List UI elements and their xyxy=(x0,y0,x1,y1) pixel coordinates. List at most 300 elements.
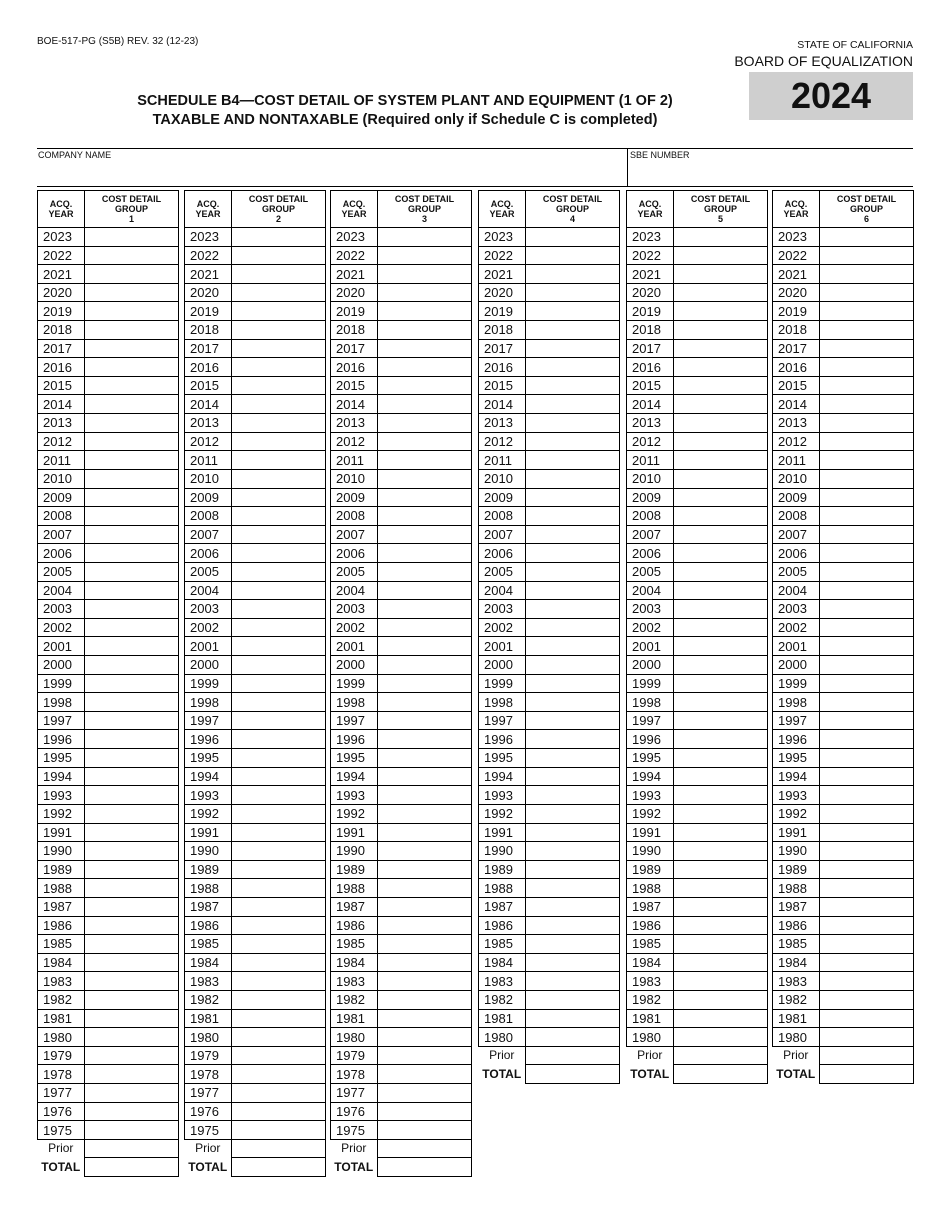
year-row-cost-field[interactable] xyxy=(378,358,472,377)
total-row-cost-field[interactable] xyxy=(232,1158,326,1177)
year-row-cost-field[interactable] xyxy=(378,302,472,321)
year-row-cost-field[interactable] xyxy=(378,1046,472,1065)
year-row-cost-field[interactable] xyxy=(232,414,326,433)
year-row-cost-field[interactable] xyxy=(85,600,179,619)
year-row-cost-field[interactable] xyxy=(378,879,472,898)
year-row-cost-field[interactable] xyxy=(378,451,472,470)
year-row-cost-field[interactable] xyxy=(378,321,472,340)
year-row-cost-field[interactable] xyxy=(232,897,326,916)
year-row-cost-field[interactable] xyxy=(674,786,768,805)
year-row-cost-field[interactable] xyxy=(85,953,179,972)
year-row-cost-field[interactable] xyxy=(378,395,472,414)
year-row-cost-field[interactable] xyxy=(674,990,768,1009)
year-row-cost-field[interactable] xyxy=(85,897,179,916)
year-row-cost-field[interactable] xyxy=(378,507,472,526)
year-row-cost-field[interactable] xyxy=(378,488,472,507)
year-row-cost-field[interactable] xyxy=(820,972,914,991)
year-row-cost-field[interactable] xyxy=(674,897,768,916)
year-row-cost-field[interactable] xyxy=(378,600,472,619)
year-row-cost-field[interactable] xyxy=(85,376,179,395)
year-row-cost-field[interactable] xyxy=(232,786,326,805)
year-row-cost-field[interactable] xyxy=(820,916,914,935)
year-row-cost-field[interactable] xyxy=(232,1065,326,1084)
year-row-cost-field[interactable] xyxy=(232,804,326,823)
year-row-cost-field[interactable] xyxy=(526,562,620,581)
year-row-cost-field[interactable] xyxy=(378,897,472,916)
year-row-cost-field[interactable] xyxy=(378,525,472,544)
year-row-cost-field[interactable] xyxy=(232,842,326,861)
year-row-cost-field[interactable] xyxy=(820,1028,914,1047)
year-row-cost-field[interactable] xyxy=(378,972,472,991)
year-row-cost-field[interactable] xyxy=(526,916,620,935)
year-row-cost-field[interactable] xyxy=(85,469,179,488)
year-row-cost-field[interactable] xyxy=(232,618,326,637)
year-row-cost-field[interactable] xyxy=(526,283,620,302)
year-row-cost-field[interactable] xyxy=(378,1028,472,1047)
year-row-cost-field[interactable] xyxy=(820,749,914,768)
year-row-cost-field[interactable] xyxy=(526,972,620,991)
year-row-cost-field[interactable] xyxy=(85,656,179,675)
year-row-cost-field[interactable] xyxy=(674,953,768,972)
year-row-cost-field[interactable] xyxy=(820,488,914,507)
year-row-cost-field[interactable] xyxy=(820,935,914,954)
year-row-cost-field[interactable] xyxy=(232,581,326,600)
year-row-cost-field[interactable] xyxy=(378,990,472,1009)
year-row-cost-field[interactable] xyxy=(232,321,326,340)
year-row-cost-field[interactable] xyxy=(526,990,620,1009)
year-row-cost-field[interactable] xyxy=(526,525,620,544)
year-row-cost-field[interactable] xyxy=(820,562,914,581)
year-row-cost-field[interactable] xyxy=(85,1009,179,1028)
year-row-cost-field[interactable] xyxy=(526,953,620,972)
year-row-cost-field[interactable] xyxy=(526,507,620,526)
year-row-cost-field[interactable] xyxy=(526,302,620,321)
year-row-label: 1991 xyxy=(773,823,820,842)
year-row-cost-field[interactable] xyxy=(820,860,914,879)
year-row-cost-field[interactable] xyxy=(526,860,620,879)
year-row-cost-field[interactable] xyxy=(820,469,914,488)
year-row-cost-field[interactable] xyxy=(820,358,914,377)
year-row-cost-field[interactable] xyxy=(820,990,914,1009)
year-row-cost-field[interactable] xyxy=(674,600,768,619)
year-row-cost-field[interactable] xyxy=(674,693,768,712)
year-row-label: 1984 xyxy=(38,953,85,972)
year-row-cost-field[interactable] xyxy=(526,1009,620,1028)
year-row-label: 1996 xyxy=(627,730,674,749)
year-row-cost-field[interactable] xyxy=(674,451,768,470)
year-row-cost-field[interactable] xyxy=(378,730,472,749)
year-row-cost-field[interactable] xyxy=(820,507,914,526)
year-row-cost-field[interactable] xyxy=(232,637,326,656)
year-row xyxy=(331,618,472,637)
year-row-cost-field[interactable] xyxy=(526,842,620,861)
year-row-cost-field[interactable] xyxy=(378,860,472,879)
year-row-cost-field[interactable] xyxy=(674,432,768,451)
year-row-cost-field[interactable] xyxy=(820,525,914,544)
year-row-cost-field[interactable] xyxy=(674,302,768,321)
prior-row-cost-field[interactable] xyxy=(85,1139,179,1158)
year-row-cost-field[interactable] xyxy=(820,786,914,805)
year-row-cost-field[interactable] xyxy=(85,507,179,526)
year-row-cost-field[interactable] xyxy=(674,469,768,488)
year-row-cost-field[interactable] xyxy=(85,1046,179,1065)
year-row-cost-field[interactable] xyxy=(232,488,326,507)
year-row-cost-field[interactable] xyxy=(820,581,914,600)
year-row-cost-field[interactable] xyxy=(820,711,914,730)
year-row-cost-field[interactable] xyxy=(674,339,768,358)
year-row-cost-field[interactable] xyxy=(674,935,768,954)
year-row-cost-field[interactable] xyxy=(526,693,620,712)
year-row-cost-field[interactable] xyxy=(820,842,914,861)
year-row-cost-field[interactable] xyxy=(378,246,472,265)
year-row-cost-field[interactable] xyxy=(85,414,179,433)
year-row-cost-field[interactable] xyxy=(85,1121,179,1140)
year-row-cost-field[interactable] xyxy=(378,339,472,358)
year-row-cost-field[interactable] xyxy=(526,749,620,768)
year-row-cost-field[interactable] xyxy=(85,693,179,712)
year-row-cost-field[interactable] xyxy=(820,544,914,563)
year-row-cost-field[interactable] xyxy=(526,1028,620,1047)
year-row-cost-field[interactable] xyxy=(85,1102,179,1121)
total-row-cost-field[interactable] xyxy=(378,1158,472,1177)
year-row-label: 2006 xyxy=(773,544,820,563)
year-row-cost-field[interactable] xyxy=(674,656,768,675)
year-row-cost-field[interactable] xyxy=(526,823,620,842)
year-row-cost-field[interactable] xyxy=(232,507,326,526)
year-row-cost-field[interactable] xyxy=(232,879,326,898)
year-row-cost-field[interactable] xyxy=(232,1009,326,1028)
year-row-cost-field[interactable] xyxy=(85,711,179,730)
year-row-cost-field[interactable] xyxy=(232,730,326,749)
year-row-cost-field[interactable] xyxy=(232,990,326,1009)
year-row-cost-field[interactable] xyxy=(85,674,179,693)
year-row-cost-field[interactable] xyxy=(526,414,620,433)
year-row-cost-field[interactable] xyxy=(526,674,620,693)
year-row-cost-field[interactable] xyxy=(232,767,326,786)
year-row-cost-field[interactable] xyxy=(378,767,472,786)
year-row-cost-field[interactable] xyxy=(85,916,179,935)
year-row-cost-field[interactable] xyxy=(378,693,472,712)
year-row-cost-field[interactable] xyxy=(674,265,768,284)
year-row-cost-field[interactable] xyxy=(820,656,914,675)
year-row-cost-field[interactable] xyxy=(378,935,472,954)
prior-row-cost-field[interactable] xyxy=(526,1046,620,1065)
year-row-cost-field[interactable] xyxy=(232,935,326,954)
year-row-cost-field[interactable] xyxy=(378,581,472,600)
year-row-cost-field[interactable] xyxy=(85,525,179,544)
prior-row-cost-field[interactable] xyxy=(232,1139,326,1158)
year-row-cost-field[interactable] xyxy=(674,637,768,656)
year-row-cost-field[interactable] xyxy=(232,1102,326,1121)
year-row-cost-field[interactable] xyxy=(820,804,914,823)
year-row-cost-field[interactable] xyxy=(674,321,768,340)
year-row-cost-field[interactable] xyxy=(378,1009,472,1028)
year-row-cost-field[interactable] xyxy=(85,488,179,507)
year-row-cost-field[interactable] xyxy=(85,767,179,786)
year-row-cost-field[interactable] xyxy=(378,674,472,693)
year-row-cost-field[interactable] xyxy=(378,1065,472,1084)
year-row-cost-field[interactable] xyxy=(378,562,472,581)
year-row-cost-field[interactable] xyxy=(674,730,768,749)
year-row-cost-field[interactable] xyxy=(232,693,326,712)
year-row-cost-field[interactable] xyxy=(85,339,179,358)
prior-row-cost-field[interactable] xyxy=(674,1046,768,1065)
year-row-cost-field[interactable] xyxy=(674,488,768,507)
year-row-cost-field[interactable] xyxy=(232,749,326,768)
year-row-cost-field[interactable] xyxy=(85,1028,179,1047)
year-row-cost-field[interactable] xyxy=(674,246,768,265)
year-row-cost-field[interactable] xyxy=(378,432,472,451)
year-row-cost-field[interactable] xyxy=(85,1084,179,1103)
year-row-cost-field[interactable] xyxy=(820,246,914,265)
prior-row-cost-field[interactable] xyxy=(820,1046,914,1065)
year-row-cost-field[interactable] xyxy=(232,544,326,563)
year-row-cost-field[interactable] xyxy=(85,321,179,340)
year-row-cost-field[interactable] xyxy=(820,674,914,693)
year-row-cost-field[interactable] xyxy=(820,618,914,637)
year-row-cost-field[interactable] xyxy=(526,656,620,675)
year-row-cost-field[interactable] xyxy=(820,1009,914,1028)
year-row-cost-field[interactable] xyxy=(232,302,326,321)
year-row-cost-field[interactable] xyxy=(526,581,620,600)
year-row-cost-field[interactable] xyxy=(378,1102,472,1121)
year-row-cost-field[interactable] xyxy=(674,376,768,395)
year-row-cost-field[interactable] xyxy=(674,1028,768,1047)
year-row-cost-field[interactable] xyxy=(232,1028,326,1047)
sbe-number-field[interactable] xyxy=(627,149,913,186)
year-row-cost-field[interactable] xyxy=(378,842,472,861)
year-row-cost-field[interactable] xyxy=(232,562,326,581)
year-row-cost-field[interactable] xyxy=(85,804,179,823)
year-row-cost-field[interactable] xyxy=(232,1084,326,1103)
year-row-cost-field[interactable] xyxy=(674,618,768,637)
year-row-cost-field[interactable] xyxy=(674,414,768,433)
year-row-cost-field[interactable] xyxy=(232,972,326,991)
year-row-cost-field[interactable] xyxy=(378,265,472,284)
year-row-cost-field[interactable] xyxy=(85,935,179,954)
year-row-cost-field[interactable] xyxy=(232,1121,326,1140)
year-row-cost-field[interactable] xyxy=(674,228,768,247)
year-row-cost-field[interactable] xyxy=(85,358,179,377)
year-row-cost-field[interactable] xyxy=(378,749,472,768)
year-row-cost-field[interactable] xyxy=(85,637,179,656)
year-row-cost-field[interactable] xyxy=(85,730,179,749)
year-row-cost-field[interactable] xyxy=(674,395,768,414)
year-row-cost-field[interactable] xyxy=(526,618,620,637)
year-row-cost-field[interactable] xyxy=(378,711,472,730)
year-row-cost-field[interactable] xyxy=(820,600,914,619)
year-row-cost-field[interactable] xyxy=(85,842,179,861)
year-row-cost-field[interactable] xyxy=(378,1121,472,1140)
year-row-cost-field[interactable] xyxy=(526,469,620,488)
year-row-cost-field[interactable] xyxy=(674,916,768,935)
year-row-cost-field[interactable] xyxy=(232,246,326,265)
total-row-cost-field[interactable] xyxy=(674,1065,768,1084)
year-row-cost-field[interactable] xyxy=(232,283,326,302)
year-row-cost-field[interactable] xyxy=(232,525,326,544)
year-row-cost-field[interactable] xyxy=(85,302,179,321)
year-row-cost-field[interactable] xyxy=(526,376,620,395)
year-row-cost-field[interactable] xyxy=(820,395,914,414)
total-row-cost-field[interactable] xyxy=(526,1065,620,1084)
year-row-cost-field[interactable] xyxy=(526,897,620,916)
year-row-cost-field[interactable] xyxy=(526,804,620,823)
year-row-cost-field[interactable] xyxy=(674,562,768,581)
year-row-cost-field[interactable] xyxy=(820,823,914,842)
year-row-cost-field[interactable] xyxy=(674,972,768,991)
year-row-cost-field[interactable] xyxy=(232,953,326,972)
year-row-cost-field[interactable] xyxy=(378,786,472,805)
year-row-cost-field[interactable] xyxy=(378,1084,472,1103)
year-row-cost-field[interactable] xyxy=(85,451,179,470)
year-row-cost-field[interactable] xyxy=(820,339,914,358)
year-row-cost-field[interactable] xyxy=(378,376,472,395)
year-row-cost-field[interactable] xyxy=(526,488,620,507)
year-row-cost-field[interactable] xyxy=(85,823,179,842)
year-row-cost-field[interactable] xyxy=(232,228,326,247)
year-row-cost-field[interactable] xyxy=(232,600,326,619)
year-row-cost-field[interactable] xyxy=(378,916,472,935)
year-row-cost-field[interactable] xyxy=(85,618,179,637)
year-row-cost-field[interactable] xyxy=(378,953,472,972)
year-row-cost-field[interactable] xyxy=(232,265,326,284)
year-row-cost-field[interactable] xyxy=(232,339,326,358)
year-row-cost-field[interactable] xyxy=(674,525,768,544)
year-row-cost-field[interactable] xyxy=(820,767,914,786)
year-row-cost-field[interactable] xyxy=(674,581,768,600)
year-row-cost-field[interactable] xyxy=(232,358,326,377)
year-row-cost-field[interactable] xyxy=(526,786,620,805)
year-row-cost-field[interactable] xyxy=(232,916,326,935)
year-row-cost-field[interactable] xyxy=(232,860,326,879)
year-row-cost-field[interactable] xyxy=(85,544,179,563)
year-row-cost-field[interactable] xyxy=(674,823,768,842)
year-row-label: 2012 xyxy=(185,432,232,451)
year-row-cost-field[interactable] xyxy=(85,283,179,302)
year-row-cost-field[interactable] xyxy=(232,395,326,414)
year-row-cost-field[interactable] xyxy=(820,451,914,470)
year-row-cost-field[interactable] xyxy=(526,767,620,786)
year-row-cost-field[interactable] xyxy=(526,451,620,470)
year-row-cost-field[interactable] xyxy=(232,376,326,395)
year-row-cost-field[interactable] xyxy=(232,1046,326,1065)
prior-row-cost-field[interactable] xyxy=(378,1139,472,1158)
year-row-cost-field[interactable] xyxy=(674,507,768,526)
year-row-cost-field[interactable] xyxy=(85,246,179,265)
year-row-cost-field[interactable] xyxy=(85,879,179,898)
year-row-cost-field[interactable] xyxy=(85,562,179,581)
year-row-cost-field[interactable] xyxy=(85,1065,179,1084)
year-row-cost-field[interactable] xyxy=(85,395,179,414)
year-row-cost-field[interactable] xyxy=(85,749,179,768)
year-row-cost-field[interactable] xyxy=(378,469,472,488)
year-row-cost-field[interactable] xyxy=(820,879,914,898)
year-row-cost-field[interactable] xyxy=(85,972,179,991)
year-row-cost-field[interactable] xyxy=(820,321,914,340)
year-row-cost-field[interactable] xyxy=(674,749,768,768)
year-row-cost-field[interactable] xyxy=(820,897,914,916)
year-row-cost-field[interactable] xyxy=(526,228,620,247)
year-row-cost-field[interactable] xyxy=(85,786,179,805)
year-row-cost-field[interactable] xyxy=(378,637,472,656)
year-row-cost-field[interactable] xyxy=(232,656,326,675)
year-row-cost-field[interactable] xyxy=(526,246,620,265)
year-row-cost-field[interactable] xyxy=(85,860,179,879)
year-row-cost-field[interactable] xyxy=(378,414,472,433)
year-row-cost-field[interactable] xyxy=(820,302,914,321)
year-row-cost-field[interactable] xyxy=(820,265,914,284)
year-row-cost-field[interactable] xyxy=(526,265,620,284)
year-row-cost-field[interactable] xyxy=(526,711,620,730)
year-row-cost-field[interactable] xyxy=(85,228,179,247)
year-row-cost-field[interactable] xyxy=(232,674,326,693)
year-row-cost-field[interactable] xyxy=(674,358,768,377)
year-row-cost-field[interactable] xyxy=(378,544,472,563)
year-row-cost-field[interactable] xyxy=(85,265,179,284)
year-row-cost-field[interactable] xyxy=(378,618,472,637)
year-row-cost-field[interactable] xyxy=(674,711,768,730)
year-row-cost-field[interactable] xyxy=(526,600,620,619)
year-row-cost-field[interactable] xyxy=(232,432,326,451)
year-row-cost-field[interactable] xyxy=(526,358,620,377)
total-row-cost-field[interactable] xyxy=(820,1065,914,1084)
year-row-cost-field[interactable] xyxy=(674,1009,768,1028)
year-row-cost-field[interactable] xyxy=(526,321,620,340)
year-row-cost-field[interactable] xyxy=(820,730,914,749)
year-row-cost-field[interactable] xyxy=(820,414,914,433)
year-row-cost-field[interactable] xyxy=(526,544,620,563)
year-row-cost-field[interactable] xyxy=(674,544,768,563)
year-row-cost-field[interactable] xyxy=(85,990,179,1009)
year-row-cost-field[interactable] xyxy=(820,283,914,302)
year-row-cost-field[interactable] xyxy=(526,339,620,358)
year-row-cost-field[interactable] xyxy=(526,935,620,954)
year-row-cost-field[interactable] xyxy=(820,637,914,656)
year-row-cost-field[interactable] xyxy=(674,804,768,823)
year-row-cost-field[interactable] xyxy=(85,432,179,451)
year-row-cost-field[interactable] xyxy=(526,395,620,414)
year-row-cost-field[interactable] xyxy=(820,376,914,395)
year-row-cost-field[interactable] xyxy=(378,804,472,823)
year-row-cost-field[interactable] xyxy=(232,823,326,842)
year-row-cost-field[interactable] xyxy=(378,283,472,302)
year-row-cost-field[interactable] xyxy=(820,432,914,451)
year-row-cost-field[interactable] xyxy=(232,451,326,470)
total-row-cost-field[interactable] xyxy=(85,1158,179,1177)
year-row-cost-field[interactable] xyxy=(526,730,620,749)
year-row-cost-field[interactable] xyxy=(526,432,620,451)
year-row-cost-field[interactable] xyxy=(378,823,472,842)
year-row-cost-field[interactable] xyxy=(378,228,472,247)
year-row-cost-field[interactable] xyxy=(85,581,179,600)
year-row-cost-field[interactable] xyxy=(674,842,768,861)
year-row-cost-field[interactable] xyxy=(232,711,326,730)
year-row-cost-field[interactable] xyxy=(674,674,768,693)
year-row-cost-field[interactable] xyxy=(820,953,914,972)
year-row xyxy=(479,693,620,712)
company-name-field[interactable] xyxy=(37,149,627,186)
year-row-cost-field[interactable] xyxy=(674,283,768,302)
year-row-cost-field[interactable] xyxy=(820,228,914,247)
year-row-cost-field[interactable] xyxy=(526,637,620,656)
year-row-cost-field[interactable] xyxy=(674,767,768,786)
year-row-cost-field[interactable] xyxy=(674,879,768,898)
year-row-cost-field[interactable] xyxy=(526,879,620,898)
year-row-cost-field[interactable] xyxy=(820,693,914,712)
year-row-cost-field[interactable] xyxy=(674,860,768,879)
year-row-cost-field[interactable] xyxy=(378,656,472,675)
year-row-cost-field[interactable] xyxy=(232,469,326,488)
